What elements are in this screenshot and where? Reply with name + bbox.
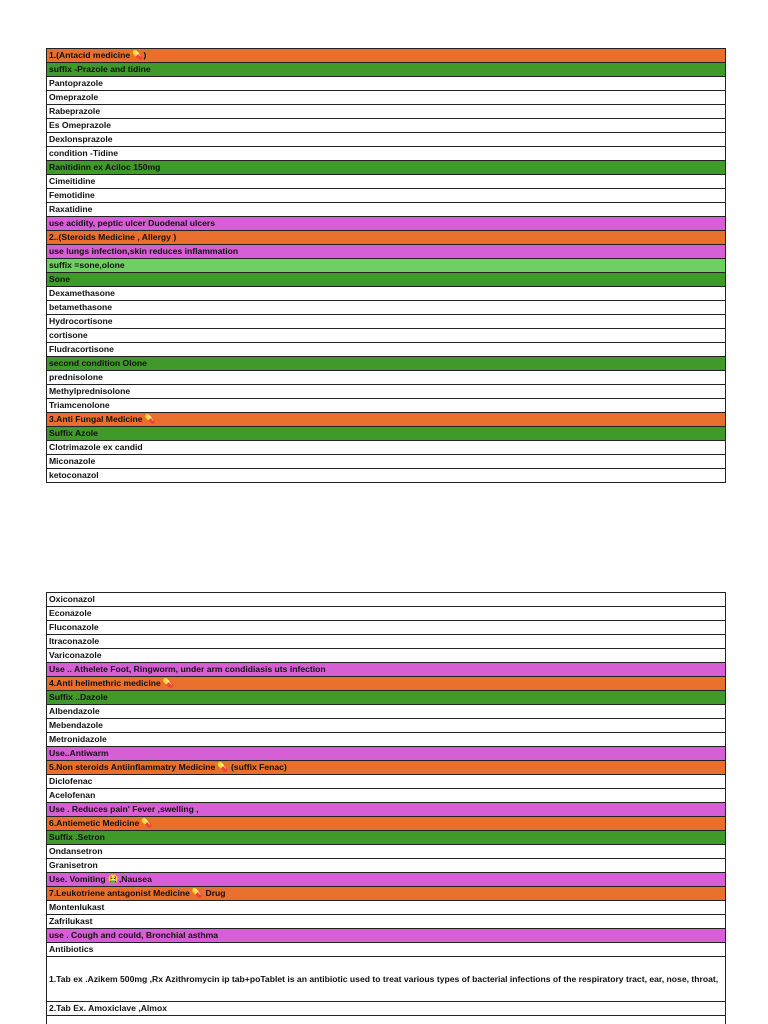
cell-text: Omeprazole [49,92,99,102]
table-row [47,62,725,76]
table-row [47,202,725,216]
cell-text: Clotrimazole ex candid [49,442,143,452]
table-row [47,662,725,676]
table-row [47,802,725,816]
table-row [47,830,725,844]
table-row [47,746,725,760]
pill-icon: 💊 [217,762,229,773]
table-row [47,788,725,802]
table-row [47,620,725,634]
table-row [47,1015,725,1024]
cell-text: Hydrocortisone [49,316,113,326]
table-row [47,160,725,174]
table-row [47,314,725,328]
table-row [47,900,725,914]
cell-text: Fluconazole [49,622,99,632]
table-row [47,844,725,858]
table-row [47,370,725,384]
cell-text-suffix: ) [143,50,147,60]
cell-text: Dexlonsprazole [49,134,113,144]
cell-text: use . Cough and could, Bronchial asthma [49,930,219,940]
table-row [47,760,725,774]
table-row [47,858,725,872]
cell-text: Raxatidine [49,204,93,214]
cell-text: Oxiconazol [49,594,95,604]
cell-text: Acelofenan [49,790,96,800]
table-row [47,468,725,483]
cell-text: Use . Reduces pain' Fever ,swelling , [49,804,199,814]
table-row [47,342,725,356]
cell-text: 3.Anti Fungal Medicine [49,414,143,424]
cell-text: 4.Anti helimethric medicine [49,678,161,688]
cell-text: Itraconazole [49,636,100,646]
cell-text: 1.(Antacid medicine [49,50,131,60]
table-row [47,690,725,704]
cell-text: Ondansetron [49,846,103,856]
cell-text-suffix: (suffix Fenac) [228,762,287,772]
table-row [47,76,725,90]
cell-text: suffix -Prazole and tidine [49,64,151,74]
cell-text: 5.Non steroids Antiinflammatry Medicine [49,762,216,772]
cell-text: ketoconazol [49,470,99,480]
table-row [47,146,725,160]
table-row [47,440,725,454]
table-row [47,774,725,788]
table-row [47,886,725,900]
table-row [47,732,725,746]
cell-text: suffix =sone,olone [49,260,125,270]
cell-text: Suffix ..Dazole [49,692,108,702]
table-row [47,634,725,648]
table-row [47,356,725,370]
cell-text: Fludracortisone [49,344,114,354]
table-row [47,328,725,342]
spreadsheet-section-1 [46,48,726,483]
table-row [47,454,725,468]
cell-text: Albendazole [49,706,100,716]
cell-text: Suffix Azole [49,428,98,438]
table-row [47,272,725,286]
table-row [47,230,725,244]
table-row [47,592,725,606]
cell-text: Ranitidinn ex Aciloc 150mg [49,162,161,172]
table-row [47,704,725,718]
cell-text: second condition Olone [49,358,147,368]
cell-text: 7.Leukotriene antagonist Medicine [49,888,190,898]
table-row [47,816,725,830]
cell-text: Pantoprazole [49,78,103,88]
cell-text: prednisolone [49,372,103,382]
table-row [47,104,725,118]
cell-text: Mebendazole [49,720,103,730]
cell-text: Antibiotics [49,944,94,954]
table-row [47,48,725,62]
cell-text: Miconazole [49,456,96,466]
table-row [47,216,725,230]
table-row [47,1001,725,1015]
table-row [47,132,725,146]
table-row [47,942,725,956]
cell-text: Es Omeprazole [49,120,112,130]
cell-text: 6.Antiemetic Medicine [49,818,140,828]
vomiting-face-icon: 🤮 [107,874,119,885]
table-row [47,928,725,942]
cell-text: Suffix .Setron [49,832,105,842]
table-row [47,412,725,426]
cell-text: Cimeitidine [49,176,96,186]
cell-text: Femotidine [49,190,95,200]
table-row [47,606,725,620]
table-row [47,188,725,202]
cell-text: Methylprednisolone [49,386,131,396]
cell-text: Granisetron [49,860,98,870]
pill-icon: 💊 [162,678,174,689]
table-row [47,914,725,928]
pill-icon: 💊 [191,888,204,899]
cell-text: 2..(Steroids Medicine , Allergy ) [49,232,177,242]
table-row [47,244,725,258]
table-row [47,118,725,132]
table-row [47,676,725,690]
table-row [47,300,725,314]
cell-text: use lungs infection,skin reduces inflammation [49,246,239,256]
cell-text: betamethasone [49,302,113,312]
cell-text: Metronidazole [49,734,107,744]
cell-text: Dexamethasone [49,288,115,298]
cell-text: cortisone [49,330,88,340]
cell-text: Econazole [49,608,92,618]
table-row [47,90,725,104]
pill-icon: 💊 [141,818,153,829]
pill-icon: 💊 [144,414,156,425]
cell-text: Variconazole [49,650,102,660]
cell-text: Use .. Athelete Foot, Ringworm, under arm condidiasis uts infection [49,664,326,674]
spreadsheet-section-2 [46,592,726,1024]
cell-text: Sone [49,274,71,284]
table-row [47,174,725,188]
cell-text: Rabeprazole [49,106,101,116]
cell-text-suffix: ,Nausea [118,874,152,884]
cell-text: Use..Antiwarm [49,748,109,758]
table-row [47,426,725,440]
cell-text: condition -Tidine [49,148,119,158]
table-row [47,718,725,732]
table-row [47,286,725,300]
table-row [47,398,725,412]
cell-text: 2.Tab Ex. Amoxiclave ,Almox [49,1003,167,1013]
cell-text: 1.Tab ex .Azikem 500mg ,Rx Azithromycin ip tab+poTablet is an antibiotic used to treat various types of bacterial infections of the respiratory tract, ear, nose, throat, [49,974,719,984]
cell-text: use acidity, peptic ulcer Duodenal ulcers [49,218,216,228]
cell-text-suffix: Drug [203,888,226,898]
table-row [47,956,725,1001]
pill-icon: 💊 [132,50,144,61]
table-row [47,648,725,662]
table-row [47,384,725,398]
cell-text: Zafrilukast [49,916,93,926]
cell-text: Diclofenac [49,776,93,786]
table-row [47,258,725,272]
cell-text: Use. Vomiting [49,874,106,884]
cell-text: Triamcenolone [49,400,110,410]
cell-text: Montenlukast [49,902,105,912]
table-row [47,872,725,886]
